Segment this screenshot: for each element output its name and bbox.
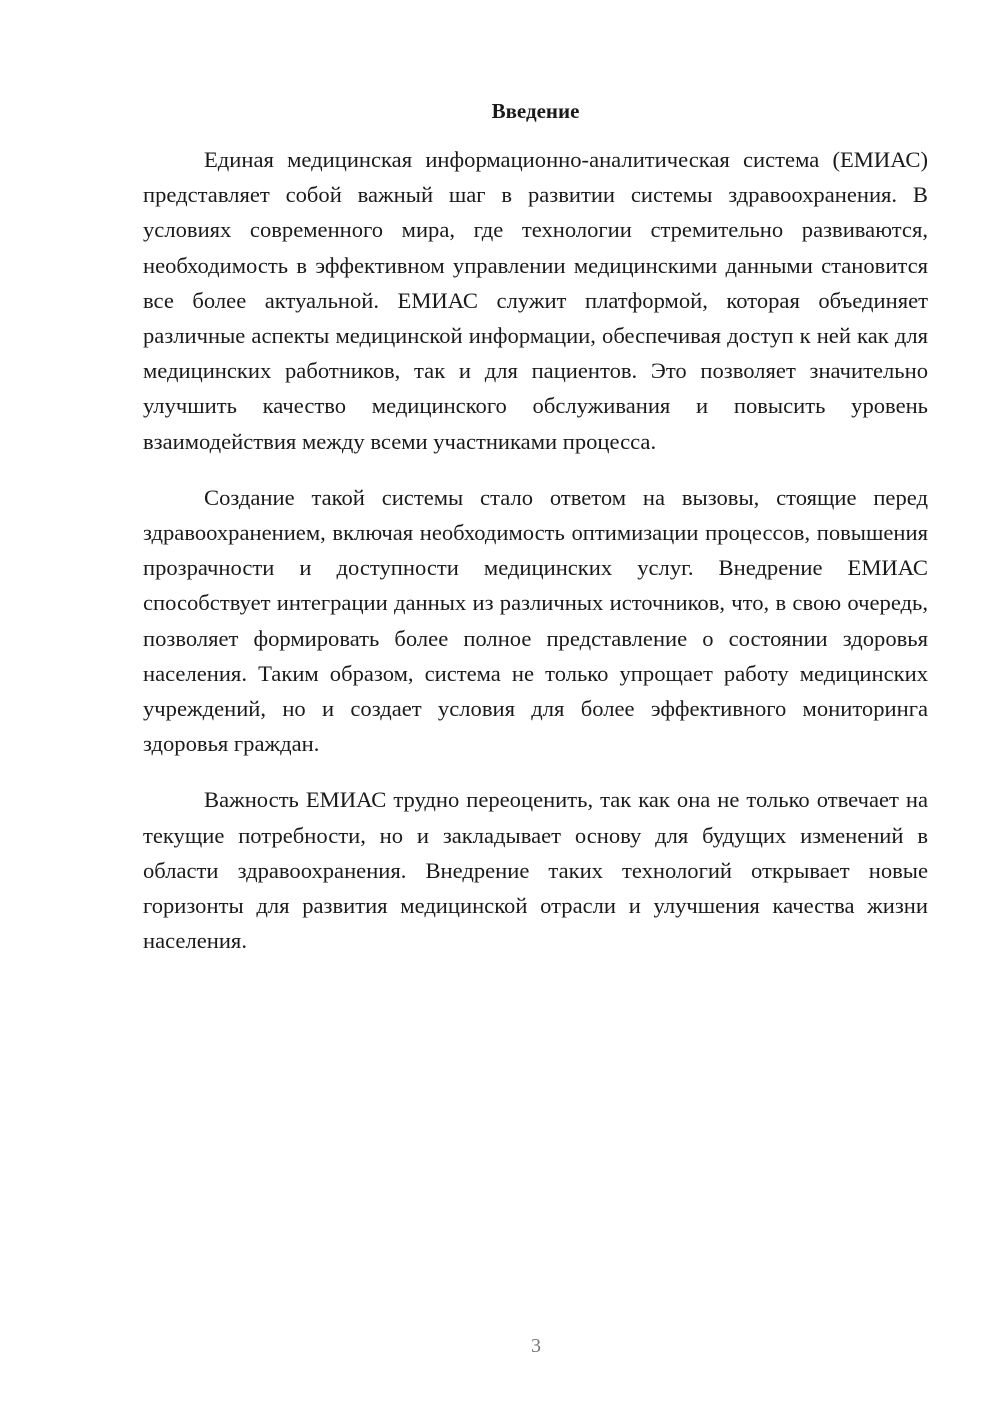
section-heading: Введение <box>491 99 580 123</box>
paragraph-2: Создание такой системы стало ответом на вызовы, стоящие перед здравоохранением, включая необходимость оптимизации процессов, повышения прозрачности и доступности медицинских услуг. Внедрение ЕМИАС способствует интеграции данных из различных источников, что, в свою очередь, позволяет формировать более полное представление о состоянии здоровья населения. Таким образом, система не только упрощает работу медицинских учреждений, но и создает условия для более эффективного мониторинга здоровья граждан. <box>143 484 928 757</box>
paragraph-3: Важность ЕМИАС трудно переоценить, так как она не только отвечает на текущие потребности, но и закладывает основу для будущих изменений в области здравоохранения. Внедрение таких технологий открывает новые горизонты для развития медицинской отрасли и улучшения качества жизни населения. <box>143 787 928 954</box>
page-number: 3 <box>531 1335 541 1357</box>
paragraph-1: Единая медицинская информационно-аналитическая система (ЕМИАС) представляет собой важный шаг в развитии системы здравоохранения. В условиях современного мира, где технологии стремительно развиваются, необходимость в эффективном управлении медицинскими данными становится все более актуальной. ЕМИАС служит платформой, которая объединяет различные аспекты медицинской информации, обеспечивая доступ к ней как для медицинских работников, так и для пациентов. Это позволяет значительно улучшить качество медицинского обслуживания и повысить уровень взаимодействия между всеми участниками процесса. <box>143 147 928 454</box>
body-text <box>143 142 928 979</box>
